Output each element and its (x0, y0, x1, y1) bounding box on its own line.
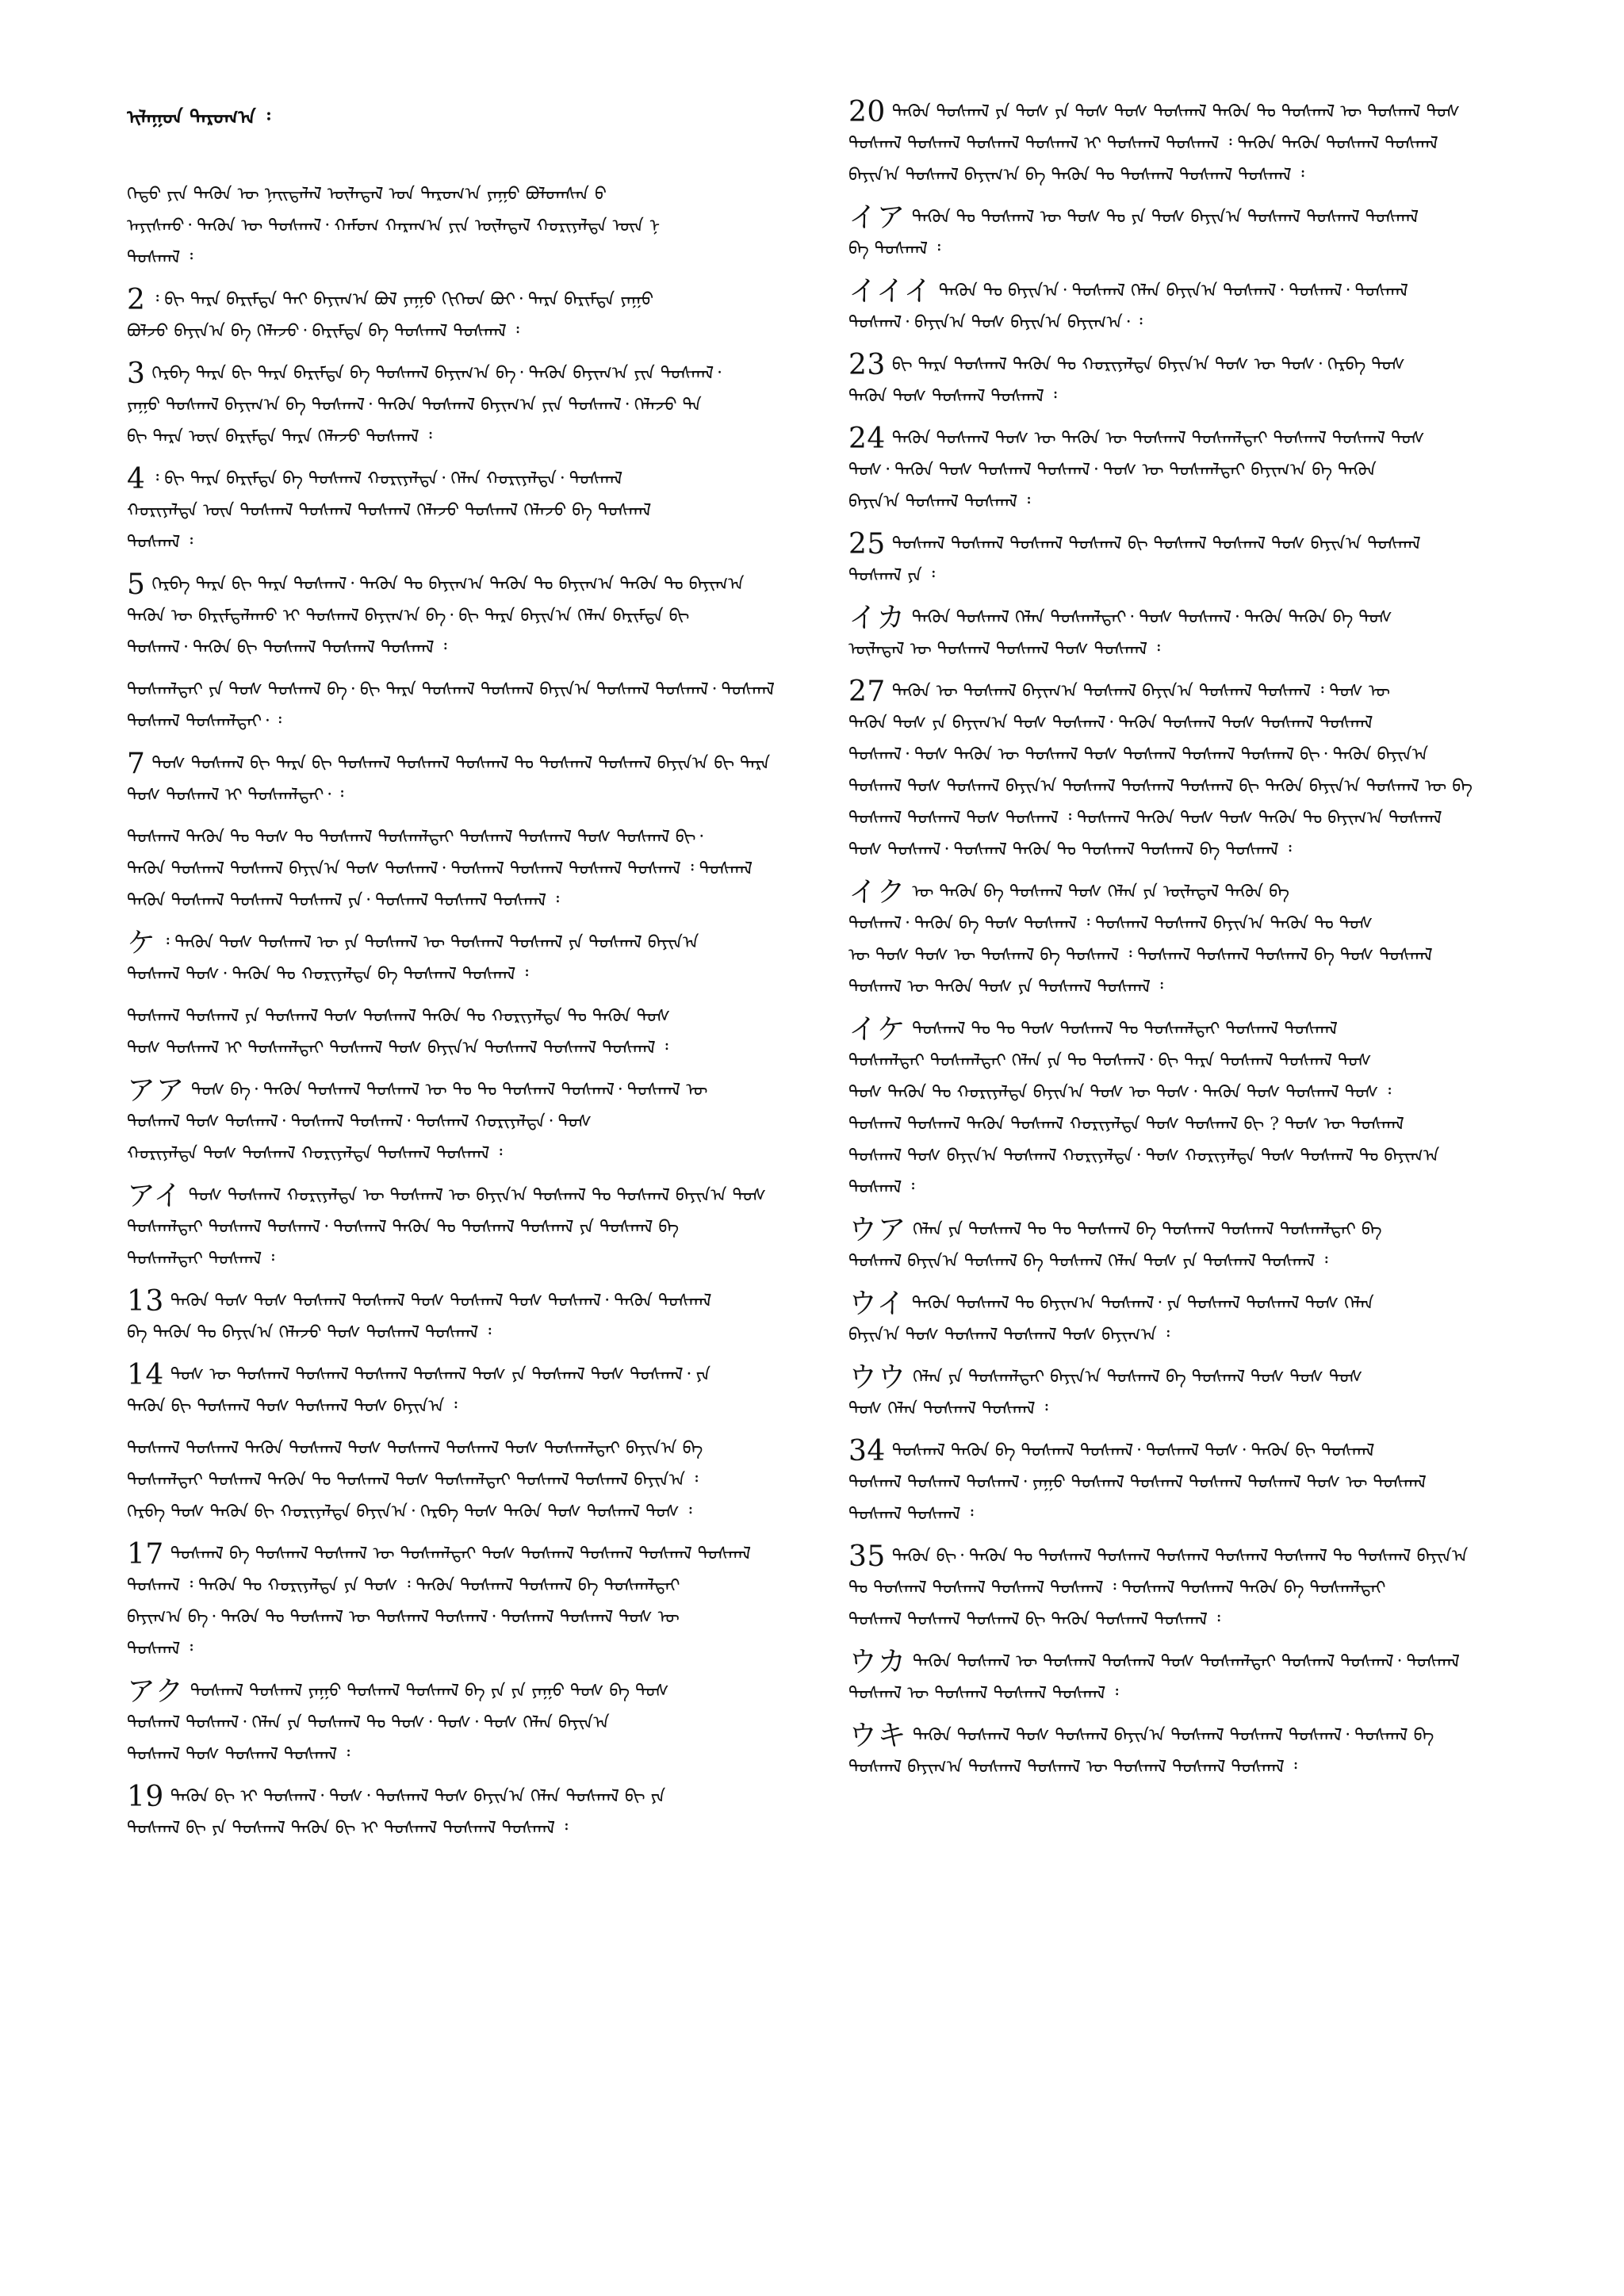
line-text: ᠲᠤᠰᠬᠠᠯ ᠄ ᠲᠡᠭᠦᠨ ᠲᠤ ᠬᠤᠷᠢᠶᠠᠯᠲᠠ ᠶᠠ ᠲᠤᠰ ᠄ ᠲᠡᠭᠦᠨ ᠲᠤᠰᠬᠠᠯ ᠲᠤᠰᠬᠠᠯ ᠪᠡ ᠲᠤᠰᠬᠠᠯᠲᠠᠢ (127, 1576, 680, 1596)
line-text: ᠲᠤᠰᠬᠠᠯ ᠲᠤᠰᠬᠠᠯ ᠲᠤᠰ ᠲᠤᠰᠬᠠᠯ ᠄ ᠲᠤᠰᠬᠠᠯ ᠲᠡᠭᠦᠨ ᠲᠤᠰ ᠲᠤᠰ ᠲᠡᠭᠦᠨ ᠲᠤ ᠪᠠᠶᠢᠭ᠎ᠠ ᠲᠤᠰᠬᠠᠯ (848, 809, 1442, 828)
line-text: ᠲᠡᠭᠦᠨ ᠲᠤᠰᠬᠠᠯ ᠦ ᠲᠤᠰᠬᠠᠯ ᠲᠤᠰᠬᠠᠯ ᠲᠤᠰ ᠲᠤᠰᠬᠠᠯᠲᠠᠢ ᠲᠤᠰᠬᠠᠯ ᠲᠤᠰᠬᠠᠯ᠂ ᠲᠤᠰᠬᠠᠯ (913, 1652, 1460, 1672)
verse-number: ウカ (848, 1647, 907, 1678)
verse-number: ウア (848, 1215, 907, 1246)
line-text: ᠲᠤᠰ ᠲᠤᠰᠬᠠᠯ ᠢ ᠲᠤᠰᠬᠠᠯᠲᠠᠢ ᠲᠤᠰᠬᠠᠯ ᠲᠤᠰ ᠪᠠᠶᠢᠨ᠎ᠠ ᠲᠤᠰᠬᠠᠯ ᠲᠤᠰᠬᠠᠯ ᠲᠤᠰᠬᠠᠯ ᠄ (127, 1039, 668, 1058)
line-text: ᠲᠡᠭᠦᠨ ᠲᠤ ᠲᠤᠰᠬᠠᠯ ᠦ ᠲᠤᠰ ᠲᠤ ᠶᠠ ᠲᠤᠰ ᠪᠠᠶᠢᠨ᠎ᠠ ᠲᠤᠰᠬᠠᠯ ᠲᠤᠰᠬᠠᠯ ᠲᠤᠰᠬᠠᠯ (911, 208, 1419, 228)
text-line (848, 803, 1554, 835)
text-line (848, 909, 1554, 940)
text-line (127, 780, 833, 812)
line-text: ᠬᠡᠯᠡᠨ ᠶᠠ ᠲᠤᠰᠬᠠᠯ ᠲᠤ ᠲᠤ ᠲᠤᠰᠬᠠᠯ ᠪᠡ ᠲᠤᠰᠬᠠᠯ ᠲᠤᠰᠬᠠᠯ ᠲᠤᠰᠬᠠᠯᠲᠠᠢ ᠪᠡ (913, 1220, 1382, 1240)
text-line (127, 706, 833, 738)
verse-paragraph (848, 877, 1554, 1004)
verse-number: 2 (127, 285, 146, 316)
text-line (127, 959, 833, 991)
line-text: ᠪᠠᠶᠢᠨ᠎ᠠ ᠲᠤᠰ ᠲᠤᠰᠬᠠᠯ ᠲᠤᠰᠬᠠᠯ ᠲᠤᠰ ᠪᠠᠶᠢᠭ᠎ᠠ ᠄ (848, 1326, 1170, 1345)
line-text: ᠲᠡᠭᠦᠨ ᠪᠢ ᠢ ᠲᠤᠰᠬᠠᠯ᠂ ᠲᠤᠰ᠂ ᠲᠤᠰᠬᠠᠯ ᠲᠤᠰ ᠪᠠᠶᠢᠨ᠎ᠠ ᠬᠡᠯᠡᠨ ᠲᠤᠰᠬᠠᠯ ᠪᠢ ᠶᠠ (170, 1787, 666, 1807)
line-text: ᠲᠤᠰ ᠲᠡᠭᠦᠨ ᠲᠤ ᠬᠤᠷᠢᠶᠠᠯᠲᠠ ᠪᠠᠶᠢᠨ᠎ᠠ ᠲᠤᠰ ᠦ ᠲᠤᠰ᠂ ᠲᠡᠭᠦᠨ ᠲᠤᠰ ᠲᠤᠰᠬᠠᠯ ᠲᠤᠰ ᠄ (848, 1083, 1392, 1103)
verse-paragraph (127, 1781, 833, 1845)
verse-number: 5 (127, 569, 146, 601)
line-text: ᠲᠤᠰᠬᠠᠯ ᠲᠤᠰ ᠲᠤᠰᠬᠠᠯ ᠪᠠᠶᠢᠨ᠎ᠠ ᠲᠤᠰᠬᠠᠯ ᠲᠤᠰᠬᠠᠯ ᠲᠤᠰᠬᠠᠯ ᠪᠢ ᠲᠡᠭᠦᠨ ᠪᠠᠶᠢᠨ᠎ᠠ ᠲᠤᠰᠬᠠᠯ ᠦ ᠪᠠ (848, 777, 1473, 797)
text-line (127, 1391, 833, 1423)
verse-number: ウイ (848, 1288, 906, 1320)
line-text: ᠪᠠᠶᠢᠨ᠎ᠠ ᠲᠤᠰᠬᠠᠯ ᠪᠠᠶᠢᠭ᠎ᠠ ᠪᠡ ᠲᠡᠭᠦᠨ ᠲᠤ ᠲᠤᠰᠬᠠᠯ ᠲᠤᠰᠬᠠᠯ ᠲᠤᠰᠬᠠᠯ ᠄ (848, 166, 1304, 186)
text-line (848, 1246, 1554, 1278)
line-text: ᠲᠤᠰᠬᠠᠯ ᠲᠤᠰᠬᠠᠯᠲᠠᠢ᠂ ᠄ (127, 712, 282, 732)
line-text: ᠪᠡ ᠲᠡᠭᠦᠨ ᠲᠤ ᠪᠠᠶᠢᠨ᠎ᠠ ᠬᠡᠯᠡᠵᠦ ᠲᠤᠰ ᠲᠤᠰᠬᠠᠯ ᠲᠤᠰᠬᠠᠯ ᠄ (127, 1323, 492, 1343)
verse-paragraph (848, 423, 1554, 519)
verse-number: アア (127, 1075, 186, 1107)
text-line (848, 308, 1554, 339)
text-line (848, 1499, 1554, 1531)
verse-number: 19 (127, 1781, 164, 1813)
line-text: ᠲᠤᠰᠬᠠᠯ ᠲᠤᠰᠬᠠᠯ ᠲᠡᠭᠦᠨ ᠲᠤᠰᠬᠠᠯ ᠬᠤᠷᠢᠶᠠᠯᠲᠠ ᠲᠤᠰ ᠲᠤᠰᠬᠠᠯ ᠪᠢ ? ᠲᠤᠰ ᠦ ᠲᠤᠰᠬᠠᠯ (848, 1115, 1404, 1135)
line-text: ᠲᠡᠭᠦᠨ ᠲᠤᠰᠬᠠᠯ ᠲᠤᠰ ᠲᠤᠰᠬᠠᠯ ᠪᠠᠶᠢᠨ᠎ᠠ ᠲᠤᠰᠬᠠᠯ ᠲᠤᠰᠬᠠᠯ ᠲᠤᠰᠬᠠᠯ᠂ ᠲᠤᠰᠬᠠᠯ ᠪᠡ (913, 1726, 1434, 1746)
text-line (127, 243, 833, 274)
verse-number: 25 (848, 529, 886, 561)
line-text: ᠪᠠᠶᠢᠭ᠎ᠠ ᠪᠡ᠂ ᠲᠡᠭᠦᠨ ᠲᠤ ᠲᠤᠰᠬᠠᠯ ᠦ ᠲᠤᠰᠬᠠᠯ ᠲᠤᠰᠬᠠᠯ᠂ ᠲᠤᠰᠬᠠᠯ ᠲᠤᠰᠬᠠᠯ ᠲᠤᠰ ᠦ (127, 1608, 680, 1628)
text-line (848, 276, 1554, 308)
text-line (848, 1014, 1554, 1046)
verse-number: 34 (848, 1436, 886, 1468)
verse-paragraph (848, 1014, 1554, 1204)
verse-paragraph (848, 603, 1554, 666)
text-line (848, 423, 1554, 455)
text-line (848, 1320, 1554, 1352)
verse-number: 3 (127, 358, 146, 390)
line-text: ᠪᠢ ᠲᠡᠷᠡ ᠦᠨ ᠪᠠᠷᠢᠮᠲᠠ ᠲᠡᠷᠡ ᠬᠡᠯᠡᠵᠦ ᠲᠤᠰᠬᠠᠯ ᠄ (127, 427, 432, 447)
line-text: ᠲᠤᠰᠬᠠᠯᠲᠠᠢ ᠲᠤᠰᠬᠠᠯ ᠲᠡᠭᠦᠨ ᠲᠤ ᠲᠤᠰᠬᠠᠯ ᠲᠤᠰ ᠲᠤᠰᠬᠠᠯᠲᠠᠢ ᠲᠤᠰᠬᠠᠯ ᠲᠤᠰᠬᠠᠯ ᠪᠠᠶᠢᠨ᠎ᠠ ᠄ (127, 1471, 699, 1490)
line-text: ᠲᠡᠭᠦᠨ ᠲᠤᠰᠬᠠᠯ ᠲᠤᠰᠬᠠᠯ ᠲᠤᠰᠬᠠᠯ ᠶᠠ᠂ ᠲᠤᠰᠬᠠᠯ ᠲᠤᠰᠬᠠᠯ ᠲᠤᠰᠬᠠᠯ ᠄ (127, 891, 559, 911)
verse-number: ウウ (848, 1362, 907, 1394)
verse-paragraph (848, 1720, 1554, 1784)
text-line (127, 422, 833, 453)
text-line (848, 529, 1554, 561)
text-line (848, 1394, 1554, 1425)
text-line (127, 601, 833, 633)
line-text: ᠲᠤᠰᠬᠠᠯ ᠲᠡᠭᠦᠨ ᠪᠡ ᠲᠤᠰᠬᠠᠯ ᠲᠤᠰᠬᠠᠯ᠂ ᠲᠤᠰᠬᠠᠯ ᠲᠤᠰ᠂ ᠲᠡᠭᠦᠨ ᠪᠢ ᠲᠤᠰᠬᠠᠯ (891, 1441, 1375, 1461)
verse-paragraph (127, 1286, 833, 1349)
line-text: ᠲᠤᠰ ᠲᠤᠰᠬᠠᠯ ᠢ ᠲᠤᠰᠬᠠᠯᠲᠠᠢ᠂ ᠄ (127, 786, 344, 806)
text-line (127, 1739, 833, 1771)
line-text: ᠲᠤᠰ ᠪᠠ᠂ ᠲᠡᠭᠦᠨ ᠲᠤᠰᠬᠠᠯ ᠲᠤᠰᠬᠠᠯ ᠦ ᠲᠤ ᠲᠤ ᠲᠤᠰᠬᠠᠯ ᠲᠤᠰᠬᠠᠯ᠂ ᠲᠤᠰᠬᠠᠯ ᠦ (191, 1081, 708, 1100)
verse-paragraph (127, 1075, 833, 1170)
verse-paragraph (127, 1181, 833, 1276)
line-text: ᠠᠶᠢᠰᠬᠤ᠂ ᠲᠡᠭᠦᠨ ᠦ ᠲᠤᠰᠬᠠᠯ᠂ ᠬᠠᠮᠤᠭ ᠬᠠᠷᠠᠭ᠎ᠠ ᠶᠢᠨ ᠦᠯᠡᠳᠡᠯ ᠬᠤᠷᠢᠶᠠᠯᠲᠠ ᠦᠨ ᠨ (127, 216, 661, 236)
verse-number: 35 (848, 1541, 886, 1573)
verse-number: イク (848, 877, 906, 909)
text-line (127, 1433, 833, 1465)
verse-number: 13 (127, 1286, 164, 1318)
line-text: ᠲᠤᠰᠬᠠᠯ ᠲᠤᠰᠬᠠᠯ ᠄ (848, 1505, 974, 1525)
verse-paragraph (127, 1539, 833, 1666)
line-text: ᠲᠡᠭᠦᠨ ᠦ ᠲᠤᠰᠬᠠᠯ ᠪᠠᠶᠢᠭ᠎ᠠ ᠲᠤᠰᠬᠠᠯ ᠪᠠᠶᠢᠨ᠎ᠠ ᠲᠤᠰᠬᠠᠯ ᠲᠤᠰᠬᠠᠯ ᠄ ᠲᠤᠰ ᠦ (891, 682, 1390, 702)
text-line (127, 822, 833, 854)
text-line (848, 455, 1554, 487)
text-line (127, 1465, 833, 1497)
text-line (848, 1468, 1554, 1499)
text-line (848, 1647, 1554, 1678)
text-line (127, 527, 833, 559)
verse-number: イイイ (848, 276, 933, 308)
verse-paragraph (127, 464, 833, 559)
text-line (127, 179, 833, 211)
line-text: ᠬᠤᠷᠢᠶᠠᠯᠲᠠ ᠲᠤᠰ ᠲᠤᠰᠬᠠᠯ ᠬᠤᠷᠢᠶᠠᠯᠲᠠ ᠲᠤᠰᠬᠠᠯ ᠲᠤᠰᠬᠠᠯ ᠄ (127, 1144, 503, 1164)
verse-paragraph (848, 202, 1554, 266)
line-text: ᠲᠡᠭᠦᠨ ᠲᠤᠰ ᠲᠤᠰᠬᠠᠯ ᠲᠤᠰᠬᠠᠯ ᠄ (848, 387, 1057, 407)
line-text: ᠲᠤᠰᠬᠠᠯ ᠲᠤ ᠲᠤ ᠲᠤᠰ ᠲᠤᠰᠬᠠᠯ ᠲᠤ ᠲᠤᠰᠬᠠᠯᠲᠠᠢ ᠲᠤᠰᠬᠠᠯ ᠲᠤᠰᠬᠠᠯ (912, 1020, 1338, 1039)
line-text: ᠬᠡᠷᠪᠡ ᠲᠤᠰ ᠲᠡᠭᠦᠨ ᠪᠢ ᠬᠤᠷᠢᠶᠠᠯᠲᠠ ᠪᠠᠶᠢᠨ᠎ᠠ᠂ ᠬᠡᠷᠪᠡ ᠲᠤᠰ ᠲᠡᠭᠦᠨ ᠲᠤᠰ ᠲᠤᠰᠬᠠᠯ ᠲᠤᠰ ᠄ (127, 1502, 692, 1522)
verse-paragraph (848, 276, 1554, 339)
text-line (848, 97, 1554, 128)
text-line (127, 1634, 833, 1666)
text-line (848, 940, 1554, 972)
verse-paragraph (127, 822, 833, 917)
line-text: ᠲᠡᠭᠦᠨ ᠲᠤᠰᠬᠠᠯ ᠲᠤ ᠪᠠᠶᠢᠭ᠎ᠠ ᠲᠤᠰᠬᠠᠯ᠂ ᠶᠠ ᠲᠤᠰᠬᠠᠯ ᠲᠤᠰᠬᠠᠯ ᠲᠤᠰ ᠬᠡᠯᠡᠨ (911, 1294, 1374, 1314)
verse-paragraph (848, 529, 1554, 592)
line-text: ᠲᠤᠰᠬᠠᠯ ᠲᠤᠰ ᠲᠤᠰᠬᠠᠯ ᠲᠤᠰᠬᠠᠯ ᠄ (127, 1745, 350, 1765)
line-text: ᠲᠡᠭᠦᠨ ᠲᠤᠰᠬᠠᠯ ᠲᠤᠰ ᠦ ᠲᠡᠭᠦᠨ ᠦ ᠲᠤᠰᠬᠠᠯ ᠲᠤᠰᠬᠠᠯᠲᠠᠢ ᠲᠤᠰᠬᠠᠯ ᠲᠤᠰᠬᠠᠯ ᠲᠤᠰ (891, 429, 1425, 449)
text-line (127, 1676, 833, 1708)
text-line (127, 1318, 833, 1349)
verse-paragraph (127, 1001, 833, 1065)
line-text: ᠲᠡᠭᠦᠨ ᠪᠢ᠂ ᠲᠡᠭᠦᠨ ᠲᠤ ᠲᠤᠰᠬᠠᠯ ᠲᠤᠰᠬᠠᠯ ᠲᠤᠰᠬᠠᠯ ᠲᠤᠰᠬᠠᠯ ᠲᠤᠰᠬᠠᠯ ᠲᠤ ᠲᠤᠰᠬᠠᠯ ᠪᠠᠶᠢᠨ᠎ᠠ (891, 1547, 1469, 1567)
text-line (127, 748, 833, 780)
text-line (848, 160, 1554, 192)
verse-paragraph (127, 748, 833, 812)
line-text: ᠪᠣᠯᠵᠤ ᠪᠠᠶᠢᠨ᠎ᠠ ᠪᠡ ᠬᠡᠯᠡᠵᠦ᠂ ᠪᠠᠷᠢᠮᠲᠠ ᠪᠡ ᠲᠤᠰᠬᠠᠯ ᠲᠤᠰᠬᠠᠯ ᠄ (127, 322, 519, 342)
verse-number: ケ (127, 928, 156, 959)
verse-number: イカ (848, 603, 906, 634)
text-line (127, 211, 833, 243)
text-line (127, 1286, 833, 1318)
line-text: ᠲᠤᠰᠬᠠᠯ ᠄ (127, 1640, 193, 1659)
line-text: ᠲᠤᠰᠬᠠᠯ ᠪᠢ ᠶᠠ ᠲᠤᠰᠬᠠᠯ ᠲᠡᠭᠦᠨ ᠪᠢ ᠢ ᠲᠤᠰᠬᠠᠯ ᠲᠤᠰᠬᠠᠯ ᠲᠤᠰᠬᠠᠯ ᠄ (127, 1819, 568, 1839)
line-text: ᠬᠡᠯᠡᠨ ᠶᠠ ᠲᠤᠰᠬᠠᠯᠲᠠᠢ ᠪᠠᠶᠢᠨ᠎ᠠ ᠲᠤᠰᠬᠠᠯ ᠪᠡ ᠲᠤᠰᠬᠠᠯ ᠲᠤᠰ ᠲᠤᠰ ᠲᠤᠰ (913, 1368, 1363, 1387)
line-text: ᠲᠡᠭᠦᠨ ᠲᠤ ᠪᠠᠶᠢᠨ᠎ᠠ᠂ ᠲᠤᠰᠬᠠᠯ ᠬᠡᠯᠡᠨ ᠪᠠᠶᠢᠨ᠎ᠠ ᠲᠤᠰᠬᠠᠯ᠂ ᠲᠤᠰᠬᠠᠯ᠂ ᠲᠤᠰᠬᠠᠯ (938, 281, 1408, 301)
line-text: ᠲᠤᠰ ᠲᠤᠰᠬᠠᠯ᠂ ᠲᠤᠰᠬᠠᠯ ᠲᠡᠭᠦᠨ ᠲᠤ ᠲᠤᠰᠬᠠᠯ ᠲᠤᠰᠬᠠᠯ ᠪᠡ ᠲᠤᠰᠬᠠᠯ ᠄ (848, 840, 1292, 860)
line-text: ᠲᠤᠰᠬᠠᠯ ᠪᠠᠶᠢᠨ᠎ᠠ ᠲᠤᠰᠬᠠᠯ ᠪᠡ ᠲᠤᠰᠬᠠᠯ ᠬᠡᠯᠡᠨ ᠲᠤᠰ ᠶᠠ ᠲᠤᠰᠬᠠᠯ ᠲᠤᠰᠬᠠᠯ ᠄ (848, 1252, 1328, 1272)
text-line (848, 972, 1554, 1004)
text-line (848, 128, 1554, 160)
text-line (848, 676, 1554, 708)
verse-paragraph (848, 1362, 1554, 1425)
line-text: ᠲᠤᠰ ᠲᠤᠰᠬᠠᠯ ᠪᠢ ᠲᠡᠷᠡ ᠪᠢ ᠲᠤᠰᠬᠠᠯ ᠲᠤᠰᠬᠠᠯ ᠲᠤᠰᠬᠠᠯ ᠲᠤ ᠲᠤᠰᠬᠠᠯ ᠲᠤᠰᠬᠠᠯ ᠪᠠᠶᠢᠨ᠎ᠠ ᠪᠢ ᠲᠡᠷᠡ (151, 754, 771, 774)
text-line (848, 634, 1554, 666)
text-line (127, 1001, 833, 1033)
verse-paragraph (127, 358, 833, 453)
text-line (127, 1212, 833, 1244)
line-text: ᠲᠤᠰᠬᠠᠯ ᠲᠤᠰᠬᠠᠯ ᠲᠡᠭᠦᠨ ᠲᠤᠰᠬᠠᠯ ᠲᠤᠰ ᠲᠤᠰᠬᠠᠯ ᠲᠤᠰᠬᠠᠯ ᠲᠤᠰ ᠲᠤᠰᠬᠠᠯᠲᠠᠢ ᠪᠠᠶᠢᠨ᠎ᠠ ᠪᠡ (127, 1439, 703, 1459)
verse-paragraph (127, 179, 833, 274)
text-line (848, 603, 1554, 634)
text-line (127, 569, 833, 601)
text-line (848, 1720, 1554, 1752)
line-text: ᠲᠤ ᠲᠤᠰᠬᠠᠯ ᠲᠤᠰᠬᠠᠯ ᠲᠤᠰᠬᠠᠯ ᠲᠤᠰᠬᠠᠯ ᠄ ᠲᠤᠰᠬᠠᠯ ᠲᠤᠰᠬᠠᠯ ᠲᠡᠭᠦᠨ ᠪᠡ ᠲᠤᠰᠬᠠᠯᠲᠠᠢ (848, 1578, 1386, 1598)
text-line (848, 1109, 1554, 1141)
verse-number: イア (848, 202, 906, 234)
line-text: ᠲᠤᠰᠬᠠᠯ ᠦ ᠲᠡᠭᠦᠨ ᠲᠤᠰ ᠶᠠ ᠲᠤᠰᠬᠠᠯ ᠲᠤᠰᠬᠠᠯ ᠄ (848, 978, 1163, 997)
line-text: ᠲᠤᠰᠬᠠᠯ ᠲᠤᠰᠬᠠᠯ ᠲᠤᠰᠬᠠᠯ ᠪᠢ ᠲᠡᠭᠦᠨ ᠲᠤᠰᠬᠠᠯ ᠲᠤᠰᠬᠠᠯ ᠄ (848, 1610, 1220, 1630)
text-line (848, 487, 1554, 519)
text-line (848, 561, 1554, 592)
left-column (127, 97, 833, 1855)
line-text: ᠲᠤᠰᠬᠠᠯᠲᠠᠢ ᠲᠤᠰᠬᠠᠯᠲᠠᠢ ᠬᠡᠯᠡᠨ ᠶᠠ ᠲᠤ ᠲᠤᠰᠬᠠᠯ᠂ ᠪᠢ ᠲᠡᠷᠡ ᠲᠤᠰᠬᠠᠯ ᠲᠤᠰᠬᠠᠯ ᠲᠤᠰ (848, 1051, 1372, 1071)
text-line (127, 633, 833, 664)
line-text: ᠲᠡᠭᠦᠨ ᠦ ᠪᠠᠷᠢᠮᠲᠠᠯᠠᠬᠤ ᠢ ᠲᠤᠰᠬᠠᠯ ᠪᠠᠶᠢᠭ᠎ᠠ ᠪᠡ᠂ ᠪᠢ ᠲᠡᠷᠡ ᠪᠠᠶᠢᠨ᠎ᠠ ᠬᠡᠯᠡᠨ ᠪᠠᠷᠢᠮᠲᠠ ᠪᠢ (127, 607, 690, 626)
line-text: ᠄ ᠲᠡᠭᠦᠨ ᠲᠤᠰ ᠲᠤᠰᠬᠠᠯ ᠦ ᠶᠠ ᠲᠤᠰᠬᠠᠯ ᠦ ᠲᠤᠰᠬᠠᠯ ᠲᠤᠰᠬᠠᠯ ᠶᠠ ᠲᠤᠰᠬᠠᠯ ᠪᠠᠶᠢᠨ᠎ᠠ (162, 933, 699, 953)
text-line (848, 1215, 1554, 1246)
verse-paragraph (848, 350, 1554, 413)
line-text: ᠲᠤᠰᠬᠠᠯ ᠄ (127, 533, 193, 553)
verse-number: アク (127, 1676, 184, 1708)
line-text: ᠲᠡᠭᠦᠨ ᠲᠤᠰᠬᠠᠯ ᠲᠤᠰᠬᠠᠯ ᠪᠠᠶᠢᠨ᠎ᠠ ᠲᠤᠰ ᠲᠤᠰᠬᠠᠯ᠂ ᠲᠤᠰᠬᠠᠯ ᠲᠤᠰᠬᠠᠯ ᠲᠤᠰᠬᠠᠯ ᠲᠤᠰᠬᠠᠯ ᠄ ᠲᠤᠰᠬᠠᠯ (127, 859, 753, 879)
line-text: ᠲᠡᠭᠦᠨ ᠪᠢ ᠲᠤᠰᠬᠠᠯ ᠲᠤᠰ ᠲᠤᠰᠬᠠᠯ ᠲᠤᠰ ᠪᠠᠶᠢᠨ᠎ᠠ ᠄ (127, 1397, 458, 1417)
text-line (127, 1244, 833, 1276)
text-line (127, 928, 833, 959)
text-line (848, 1573, 1554, 1605)
text-line (127, 886, 833, 917)
text-line (127, 1075, 833, 1107)
text-line (848, 708, 1554, 740)
text-line (127, 1497, 833, 1529)
line-text: ᠲᠤᠰᠬᠠᠯ ᠲᠡᠭᠦᠨ ᠲᠤ ᠲᠤᠰ ᠲᠤ ᠲᠤᠰᠬᠠᠯ ᠲᠤᠰᠬᠠᠯᠲᠠᠢ ᠲᠤᠰᠬᠠᠯ ᠲᠤᠰᠬᠠᠯ ᠲᠤᠰ ᠲᠤᠰᠬᠠᠯ ᠪᠢ᠂ (127, 828, 703, 848)
line-text: ᠄ ᠪᠢ ᠲᠡᠷᠡ ᠪᠠᠷᠢᠮᠲᠠ ᠪᠡ ᠲᠤᠰᠬᠠᠯ ᠬᠤᠷᠢᠶᠠᠯᠲᠠ᠂ ᠬᠡᠯᠡᠨ ᠬᠤᠷᠢᠶᠠᠯᠲᠠ᠂ ᠲᠤᠰᠬᠠᠯ (151, 469, 623, 489)
verse-paragraph (848, 1647, 1554, 1710)
verse-paragraph (127, 1433, 833, 1529)
line-text: ᠲᠤᠰ ᠬᠡᠯᠡᠨ ᠲᠤᠰᠬᠠᠯ ᠲᠤᠰᠬᠠᠯ ᠄ (848, 1399, 1048, 1419)
verse-paragraph (848, 1288, 1554, 1352)
verse-number: 24 (848, 423, 886, 455)
text-line (848, 1436, 1554, 1468)
verse-paragraph (127, 1360, 833, 1423)
line-text: ᠦ ᠲᠤᠰ ᠲᠤᠰ ᠦ ᠲᠤᠰᠬᠠᠯ ᠪᠡ ᠲᠤᠰᠬᠠᠯ ᠄ ᠲᠤᠰᠬᠠᠯ ᠲᠤᠰᠬᠠᠯ ᠲᠤᠰᠬᠠᠯ ᠪᠠ ᠲᠤᠰ ᠲᠤᠰᠬᠠᠯ (848, 946, 1433, 966)
text-line (848, 1141, 1554, 1173)
line-text: ᠬᠤᠷᠢᠶᠠᠯᠲᠠ ᠦᠨ ᠲᠤᠰᠬᠠᠯ ᠲᠤᠰᠬᠠᠯ ᠲᠤᠰᠬᠠᠯ ᠬᠡᠯᠡᠵᠦ ᠲᠤᠰᠬᠠᠯ ᠬᠡᠯᠡᠵᠦ ᠪᠡ ᠲᠤᠰᠬᠠᠯ (127, 501, 652, 521)
verse-number: イケ (848, 1014, 906, 1046)
text-line (848, 1752, 1554, 1784)
page-heading: ᠢᠯᠠᠭᠤᠨ ᠳᠠᠷᠤᠭ᠎ᠠ ᠄ (127, 105, 270, 128)
line-text: ᠲᠤᠰᠬᠠᠯ ᠲᠤᠰᠬᠠᠯ ᠲᠤᠰᠬᠠᠯ ᠲᠤᠰᠬᠠᠯ ᠪᠢ ᠲᠤᠰᠬᠠᠯ ᠲᠤᠰᠬᠠᠯ ᠲᠤᠰ ᠪᠠᠶᠢᠨ᠎ᠠ ᠲᠤᠰᠬᠠᠯ (891, 534, 1421, 554)
line-text: ᠲᠡᠭᠦᠨ ᠲᠤᠰ ᠲᠤᠰ ᠲᠤᠰᠬᠠᠯ ᠲᠤᠰᠬᠠᠯ ᠲᠤᠰ ᠲᠤᠰᠬᠠᠯ ᠲᠤᠰ ᠲᠤᠰᠬᠠᠯ᠂ ᠲᠡᠭᠦᠨ ᠲᠤᠰᠬᠠᠯ (170, 1292, 712, 1311)
text-line (848, 1173, 1554, 1204)
verse-number: アイ (127, 1181, 182, 1212)
text-line (127, 285, 833, 316)
verse-number: 27 (848, 676, 886, 708)
text-line (127, 1138, 833, 1170)
text-line (127, 1602, 833, 1634)
line-text: ᠲᠤᠰ ᠲᠤᠰᠬᠠᠯ ᠬᠤᠷᠢᠶᠠᠯᠲᠠ ᠦ ᠲᠤᠰᠬᠠᠯ ᠦ ᠪᠠᠶᠢᠨ᠎ᠠ ᠲᠤᠰᠬᠠᠯ ᠲᠤ ᠲᠤᠰᠬᠠᠯ ᠪᠠᠶᠢᠨ᠎ᠠ ᠲᠤᠰ (188, 1186, 767, 1206)
text-line (848, 1678, 1554, 1710)
line-text: ᠲᠤᠰᠬᠠᠯ ᠲᠤᠰ ᠪᠠᠶᠢᠨ᠎ᠠ ᠲᠤᠰᠬᠠᠯ ᠬᠤᠷᠢᠶᠠᠯᠲᠠ᠂ ᠲᠤᠰ ᠬᠤᠷᠢᠶᠠᠯᠲᠠ ᠲᠤᠰ ᠲᠤᠰᠬᠠᠯ ᠲᠤ ᠪᠠᠶᠢᠭ᠎ᠠ (848, 1146, 1440, 1166)
text-line (848, 1288, 1554, 1320)
line-text: ᠲᠤᠰ᠂ ᠲᠡᠭᠦᠨ ᠲᠤᠰ ᠲᠤᠰᠬᠠᠯ ᠲᠤᠰᠬᠠᠯ᠂ ᠲᠤᠰ ᠦ ᠲᠤᠰᠬᠠᠯᠲᠠᠢ ᠪᠠᠶᠢᠭ᠎ᠠ ᠪᠡ ᠲᠡᠭᠦᠨ (848, 461, 1377, 480)
line-text: ᠲᠡᠭᠦᠨ ᠲᠤᠰ ᠶᠠ ᠪᠠᠶᠢᠭ᠎ᠠ ᠲᠤᠰ ᠲᠤᠰᠬᠠᠯ᠂ ᠲᠡᠭᠦᠨ ᠲᠤᠰᠬᠠᠯ ᠲᠤᠰ ᠲᠤᠰᠬᠠᠯ ᠲᠤᠰᠬᠠᠯ (848, 714, 1373, 733)
text-line (127, 1781, 833, 1813)
line-text: ᠲᠡᠭᠦᠨ ᠲᠤᠰᠬᠠᠯ ᠶᠠ ᠲᠤᠰ ᠶᠠ ᠲᠤᠰ ᠲᠤᠰ ᠲᠤᠰᠬᠠᠯ ᠲᠡᠭᠦᠨ ᠲᠤ ᠲᠤᠰᠬᠠᠯ ᠦ ᠲᠤᠰᠬᠠᠯ ᠲᠤᠰ (891, 102, 1461, 122)
line-text: ᠲᠤᠰᠬᠠᠯᠲᠠᠢ ᠲᠤᠰᠬᠠᠯ ᠄ (127, 1249, 275, 1269)
verse-paragraph (848, 97, 1554, 192)
verse-paragraph (848, 1541, 1554, 1636)
text-line (848, 1362, 1554, 1394)
verse-number: 23 (848, 350, 886, 381)
verse-number: 17 (127, 1539, 164, 1571)
line-text: ᠲᠤᠰ ᠦ ᠲᠤᠰᠬᠠᠯ ᠲᠤᠰᠬᠠᠯ ᠲᠤᠰᠬᠠᠯ ᠲᠤᠰᠬᠠᠯ ᠲᠤᠰ ᠶᠠ ᠲᠤᠰᠬᠠᠯ ᠲᠤᠰ ᠲᠤᠰᠬᠠᠯ᠂ ᠶᠠ (170, 1365, 711, 1385)
text-line (127, 464, 833, 496)
verse-number: 7 (127, 748, 146, 780)
line-text: ᠲᠤᠰᠬᠠᠯ ᠪᠠᠶᠢᠭ᠎ᠠ ᠲᠤᠰᠬᠠᠯ ᠲᠤᠰᠬᠠᠯ ᠦ ᠲᠤᠰᠬᠠᠯ ᠲᠤᠰᠬᠠᠯ ᠲᠤᠰᠬᠠᠯ ᠄ (848, 1758, 1297, 1777)
line-text: ᠪᠠᠶᠢᠨ᠎ᠠ ᠲᠤᠰᠬᠠᠯ ᠲᠤᠰᠬᠠᠯ ᠄ (848, 492, 1031, 512)
line-text: ᠲᠤᠰᠬᠠᠯ ᠄ (127, 248, 193, 268)
line-text: ᠬᠡᠷᠪᠡ ᠲᠡᠷᠡ ᠪᠢ ᠲᠡᠷᠡ ᠲᠤᠰᠬᠠᠯ᠂ ᠲᠡᠭᠦᠨ ᠲᠤ ᠪᠠᠶᠢᠭ᠎ᠠ ᠲᠡᠭᠦᠨ ᠲᠤ ᠪᠠᠶᠢᠭ᠎ᠠ ᠲᠡᠭᠦᠨ ᠲᠤ ᠪᠠᠶᠢᠭ᠎ᠠ (151, 575, 745, 595)
text-line (127, 1539, 833, 1571)
line-text: ᠲᠤᠰᠬᠠᠯ᠂ ᠲᠡᠭᠦᠨ ᠪᠢ ᠲᠤᠰᠬᠠᠯ ᠲᠤᠰᠬᠠᠯ ᠲᠤᠰᠬᠠᠯ ᠄ (127, 638, 447, 658)
verse-number: 14 (127, 1360, 164, 1391)
text-line (127, 496, 833, 527)
line-text: ᠲᠤᠰᠬᠠᠯ᠂ ᠲᠤᠰ ᠲᠡᠭᠦᠨ ᠦ ᠲᠤᠰᠬᠠᠯ ᠲᠤᠰ ᠲᠤᠰᠬᠠᠯ ᠲᠤᠰᠬᠠᠯ ᠲᠤᠰᠬᠠᠯ ᠪᠢ᠂ ᠲᠡᠭᠦᠨ ᠪᠠᠶᠢᠨ᠎ᠠ (848, 745, 1429, 765)
line-text: ᠬᠡᠷᠪᠡ ᠲᠡᠷᠡ ᠪᠢ ᠲᠡᠷᠡ ᠪᠠᠷᠢᠮᠲᠠ ᠪᠡ ᠲᠤᠰᠬᠠᠯ ᠪᠠᠶᠢᠭ᠎ᠠ ᠪᠡ᠂ ᠲᠡᠭᠦᠨ ᠪᠠᠶᠢᠭ᠎ᠠ ᠶᠢᠨ ᠲᠤᠰᠬᠠᠯ᠂ (151, 364, 722, 384)
text-line (848, 1077, 1554, 1109)
verse-paragraph (127, 675, 833, 738)
line-text: ᠲᠤᠰᠬᠠᠯ ᠲᠤᠰᠬᠠᠯ ᠲᠤᠰᠬᠠᠯ ᠲᠤᠰᠬᠠᠯ ᠢ ᠲᠤᠰᠬᠠᠯ ᠲᠤᠰᠬᠠᠯ ᠄ ᠲᠡᠭᠦᠨ ᠲᠡᠭᠦᠨ ᠲᠤᠰᠬᠠᠯ ᠲᠤᠰᠬᠠᠯ (848, 134, 1438, 154)
text-line (848, 202, 1554, 234)
text-line (848, 1541, 1554, 1573)
text-line (848, 877, 1554, 909)
text-line (127, 1033, 833, 1065)
verse-paragraph (127, 569, 833, 664)
text-line (127, 675, 833, 706)
text-line (127, 1181, 833, 1212)
verse-paragraph (127, 285, 833, 348)
text-line (127, 1107, 833, 1138)
text-line (127, 1571, 833, 1602)
verse-paragraph (127, 928, 833, 991)
line-text: ᠪᠢ ᠲᠡᠷᠡ ᠲᠤᠰᠬᠠᠯ ᠲᠡᠭᠦᠨ ᠲᠤ ᠬᠤᠷᠢᠶᠠᠯᠲᠠ ᠪᠠᠶᠢᠨ᠎ᠠ ᠲᠤᠰ ᠦ ᠲᠤᠰ᠂ ᠬᠡᠷᠪᠡ ᠲᠤᠰ (891, 355, 1405, 375)
verse-paragraph (848, 676, 1554, 867)
line-text: ᠲᠤᠰᠬᠠᠯ᠂ ᠪᠠᠶᠢᠨ᠎ᠠ ᠲᠤᠰ ᠪᠠᠶᠢᠨ᠎ᠠ ᠪᠠᠶᠢᠭ᠎ᠠ᠂ ᠄ (848, 313, 1143, 333)
text-line (848, 771, 1554, 803)
line-text: ᠪᠡ ᠲᠤᠰᠬᠠᠯ ᠄ (848, 239, 940, 259)
verse-number: 4 (127, 464, 146, 496)
verse-paragraph (848, 1215, 1554, 1278)
text-line (127, 1360, 833, 1391)
text-line (848, 381, 1554, 413)
line-text: ᠬᠡᠳᠦ ᠶᠢᠨ ᠲᠡᠭᠦᠨ ᠦ ᠨᠡᠢᠲᠡᠯᠡᠯ ᠦᠯᠡᠳᠡᠯ ᠤᠨ ᠳᠠᠷᠤᠭ᠎ᠠ ᠶᠠᠭᠤ ᠪᠤᠯᠤᠭᠰᠠᠨ ᠪ (127, 185, 607, 205)
line-text: ᠲᠤᠰᠬᠠᠯ ᠲᠤᠰ ᠲᠤᠰᠬᠠᠯ᠂ ᠲᠤᠰᠬᠠᠯ ᠲᠤᠰᠬᠠᠯ᠂ ᠲᠤᠰᠬᠠᠯ ᠬᠤᠷᠢᠶᠠᠯᠲᠠ᠂ ᠲᠤᠰ (127, 1112, 592, 1132)
line-text: ᠄ ᠪᠢ ᠲᠡᠷᠡ ᠪᠠᠷᠢᠮᠲᠠ ᠲᠠᠢ ᠪᠠᠶᠢᠭ᠎ᠠ ᠪᠣᠯ ᠶᠠᠭᠤ ᠬᠢᠭᠡᠳ ᠪᠤᠢ᠂ ᠲᠡᠷᠡ ᠪᠠᠷᠢᠮᠲᠠ ᠶᠠᠭᠤ (151, 290, 654, 310)
line-text: ᠲᠤᠰᠬᠠᠯ ᠦ ᠲᠤᠰᠬᠠᠯ ᠲᠤᠰᠬᠠᠯ ᠲᠤᠰᠬᠠᠯ ᠄ (848, 1684, 1119, 1704)
line-text: ᠦ ᠲᠡᠭᠦᠨ ᠪᠡ ᠲᠤᠰᠬᠠᠯ ᠲᠤᠰ ᠬᠡᠯᠡᠨ ᠶᠠ ᠦᠯᠡᠳᠡᠯ ᠲᠡᠭᠦᠨ ᠪᠡ (912, 882, 1290, 902)
verse-number: ウキ (848, 1720, 907, 1752)
text-line (848, 835, 1554, 867)
text-line (848, 1605, 1554, 1636)
text-line (127, 390, 833, 422)
line-text: ᠲᠤᠰᠬᠠᠯ ᠲᠤᠰ᠂ ᠲᠡᠭᠦᠨ ᠲᠤ ᠬᠤᠷᠢᠶᠠᠯᠲᠠ ᠪᠡ ᠲᠤᠰᠬᠠᠯ ᠲᠤᠰᠬᠠᠯ ᠄ (127, 965, 529, 985)
line-text: ᠲᠤᠰᠬᠠᠯᠲᠠᠢ ᠲᠤᠰᠬᠠᠯ ᠲᠤᠰᠬᠠᠯ᠂ ᠲᠤᠰᠬᠠᠯ ᠲᠡᠭᠦᠨ ᠲᠤ ᠲᠤᠰᠬᠠᠯ ᠲᠤᠰᠬᠠᠯ ᠶᠠ ᠲᠤᠰᠬᠠᠯ ᠪᠡ (127, 1218, 680, 1238)
right-column (848, 97, 1554, 1794)
line-text: ᠦᠯᠡᠳᠡᠯ ᠦ ᠲᠤᠰᠬᠠᠯ ᠲᠤᠰᠬᠠᠯ ᠲᠤᠰ ᠲᠤᠰᠬᠠᠯ ᠄ (848, 640, 1160, 660)
line-text: ᠲᠤᠰᠬᠠᠯ ᠲᠤᠰᠬᠠᠯ᠂ ᠬᠡᠯᠡᠨ ᠶᠠ ᠲᠤᠰᠬᠠᠯ ᠲᠤ ᠲᠤᠰ᠂ ᠲᠤᠰ᠂ ᠲᠤᠰ ᠬᠡᠯᠡᠨ ᠪᠠᠶᠢᠨ᠎ᠠ (127, 1713, 610, 1733)
text-line (127, 1813, 833, 1845)
text-line (127, 358, 833, 390)
verse-paragraph (127, 1676, 833, 1771)
line-text: ᠲᠤᠰᠬᠠᠯ ᠄ (848, 1178, 915, 1198)
line-text: ᠲᠤᠰᠬᠠᠯ ᠲᠤᠰᠬᠠᠯ ᠲᠤᠰᠬᠠᠯ᠂ ᠶᠠᠭᠤ ᠲᠤᠰᠬᠠᠯ ᠲᠤᠰᠬᠠᠯ ᠲᠤᠰᠬᠠᠯ ᠲᠤᠰᠬᠠᠯ ᠲᠤᠰ ᠦ ᠲᠤᠰᠬᠠᠯ (848, 1473, 1427, 1493)
verse-paragraph (848, 1436, 1554, 1531)
line-text: ᠲᠤᠰᠬᠠᠯ ᠶᠠ ᠄ (848, 566, 935, 586)
line-text: ᠲᠤᠰᠬᠠᠯᠲᠠᠢ ᠶᠠ ᠲᠤᠰ ᠲᠤᠰᠬᠠᠯ ᠪᠠ᠂ ᠪᠢ ᠲᠡᠷᠡ ᠲᠤᠰᠬᠠᠯ ᠲᠤᠰᠬᠠᠯ ᠪᠠᠶᠢᠨ᠎ᠠ ᠲᠤᠰᠬᠠᠯ ᠲᠤᠰᠬᠠᠯ᠂ ᠲᠤᠰᠬᠠᠯ (127, 680, 775, 700)
text-line (848, 740, 1554, 771)
text-line (127, 854, 833, 886)
line-text: ᠲᠤᠰᠬᠠᠯ᠂ ᠲᠡᠭᠦᠨ ᠪᠡ ᠲᠤᠰ ᠲᠤᠰᠬᠠᠯ ᠄ ᠲᠤᠰᠬᠠᠯ ᠲᠤᠰᠬᠠᠯ ᠪᠠᠶᠢᠨ᠎ᠠ ᠲᠡᠭᠦᠨ ᠲᠤ ᠲᠤᠰ (848, 914, 1373, 934)
text-line (848, 350, 1554, 381)
line-text: ᠶᠠᠭᠤ ᠲᠤᠰᠬᠠᠯ ᠪᠠᠶᠢᠭ᠎ᠠ ᠪᠡ ᠲᠤᠰᠬᠠᠯ᠂ ᠲᠡᠭᠦᠨ ᠲᠤᠰᠬᠠᠯ ᠪᠠᠶᠢᠭ᠎ᠠ ᠶᠢᠨ ᠲᠤᠰᠬᠠᠯ᠂ ᠬᠡᠯᠡᠵᠦ ᠲᠡ (127, 396, 702, 415)
text-line (848, 234, 1554, 266)
text-line (127, 316, 833, 348)
line-text: ᠲᠡᠭᠦᠨ ᠲᠤᠰᠬᠠᠯ ᠬᠡᠯᠡᠨ ᠲᠤᠰᠬᠠᠯᠲᠠᠢ᠂ ᠲᠤᠰ ᠲᠤᠰᠬᠠᠯ᠂ ᠲᠡᠭᠦᠨ ᠲᠡᠭᠦᠨ ᠪᠡ ᠲᠤᠰ (911, 608, 1392, 628)
text-line (127, 1708, 833, 1739)
line-text: ᠲᠤᠰᠬᠠᠯ ᠪᠡ ᠲᠤᠰᠬᠠᠯ ᠲᠤᠰᠬᠠᠯ ᠦ ᠲᠤᠰᠬᠠᠯᠲᠠᠢ ᠲᠤᠰ ᠲᠤᠰᠬᠠᠯ ᠲᠤᠰᠬᠠᠯ ᠲᠤᠰᠬᠠᠯ ᠲᠤᠰᠬᠠᠯ (170, 1544, 752, 1564)
text-line (848, 1046, 1554, 1077)
line-text: ᠲᠤᠰᠬᠠᠯ ᠲᠤᠰᠬᠠᠯ ᠶᠠᠭᠤ ᠲᠤᠰᠬᠠᠯ ᠲᠤᠰᠬᠠᠯ ᠪᠡ ᠶᠠ ᠶᠠ ᠶᠠᠭᠤ ᠲᠤᠰ ᠪᠡ ᠲᠤᠰ (190, 1682, 669, 1701)
line-text: ᠲᠤᠰᠬᠠᠯ ᠲᠤᠰᠬᠠᠯ ᠶᠠ ᠲᠤᠰᠬᠠᠯ ᠲᠤᠰ ᠲᠤᠰᠬᠠᠯ ᠲᠡᠭᠦᠨ ᠲᠤ ᠬᠤᠷᠢᠶᠠᠯᠲᠠ ᠲᠤ ᠲᠡᠭᠦᠨ ᠲᠤᠰ (127, 1007, 671, 1027)
verse-number: 20 (848, 97, 886, 128)
